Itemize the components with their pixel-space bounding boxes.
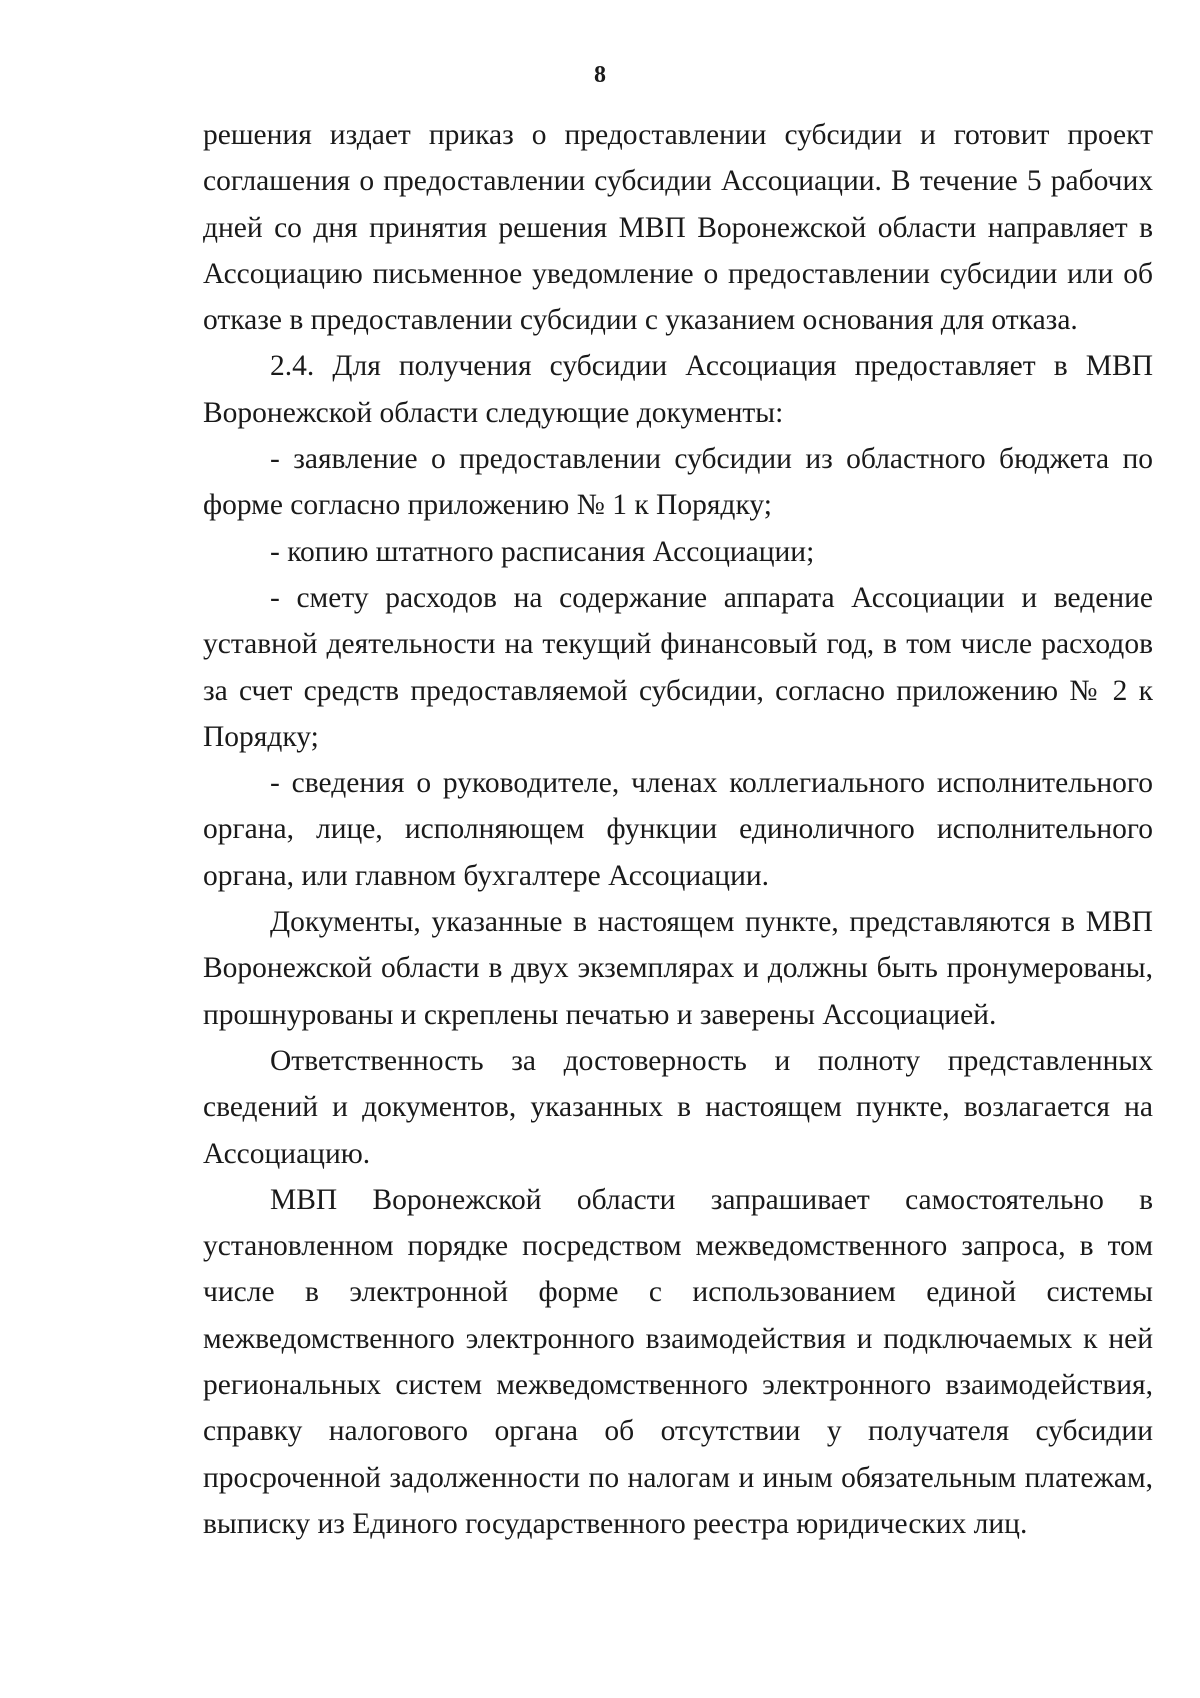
paragraph-interagency-request: МВП Воронежской области запрашивает самостоятельно в установленном порядке посредством межведомственного запроса, в том числе в электронной форме с использованием единой системы межведомственного электронного взаимодействия и подключаемых к ней региональных систем межведомственного электронного взаимодействия, справку налогового органа об отсутствии у получателя субсидии просроченной задолженности по налогам и иным обязательным платежам, выписку из Единого государственного реестра юридических лиц. xyxy=(203,1183,1153,1540)
page-number: 8 xyxy=(594,62,606,88)
list-item-application: - заявление о предоставлении субсидии из областного бюджета по форме согласно приложению № 1 к Порядку; xyxy=(203,443,1153,522)
paragraph-section-2-4: 2.4. Для получения субсидии Ассоциация предоставляет в МВП Воронежской области следующие документы: xyxy=(203,350,1153,429)
document-body xyxy=(203,112,1153,1547)
paragraph-continuation: решения издает приказ о предоставлении субсидии и готовит проект соглашения о предоставлении субсидии Ассоциации. В течение 5 рабочих дней со дня принятия решения МВП Воронежской области направляет в Ассоциацию письменное уведомление о предоставлении субсидии или об отказе в предоставлении субсидии с указанием основания для отказа. xyxy=(203,119,1153,337)
list-item-expense-estimate: - смету расходов на содержание аппарата Ассоциации и ведение уставной деятельности на текущий финансовый год, в том числе расходов за счет средств предоставляемой субсидии, согласно приложению № 2 к Порядку; xyxy=(203,581,1153,753)
paragraph-responsibility: Ответственность за достоверность и полноту представленных сведений и документов, указанных в настоящем пункте, возлагается на Ассоциацию. xyxy=(203,1044,1153,1170)
paragraph-document-requirements: Документы, указанные в настоящем пункте, представляются в МВП Воронежской области в двух экземплярах и должны быть пронумерованы, прошнурованы и скреплены печатью и заверены Ассоциацией. xyxy=(203,906,1153,1031)
list-item-staff-schedule: - копию штатного расписания Ассоциации; xyxy=(270,535,815,568)
list-item-manager-info: - сведения о руководителе, членах коллегиального исполнительного органа, лице, исполняющем функции единоличного исполнительного органа, или главном бухгалтере Ассоциации. xyxy=(203,767,1153,892)
